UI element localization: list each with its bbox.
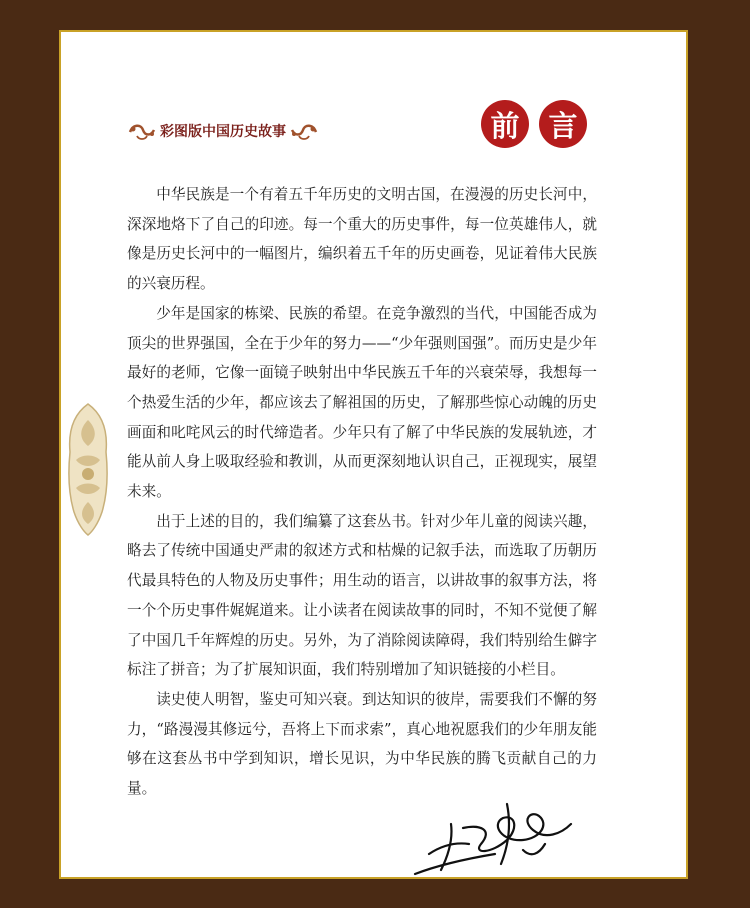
title-char-1: 前 <box>481 100 529 148</box>
page-title <box>481 100 597 148</box>
dragon-ornament-left-icon <box>127 120 157 142</box>
page <box>59 30 688 879</box>
preface-body <box>127 180 597 804</box>
floral-side-ornament-icon <box>66 402 110 537</box>
paragraph-2: 少年是国家的栋梁、民族的希望。在竞争激烈的当代，中国能否成为顶尖的世界强国，全在于少年的努力——“少年强则国强”。而历史是少年最好的老师，它像一面镜子映射出中华民族五千年的兴衰荣辱，我想每一个热爱生活的少年，都应该去了解祖国的历史，了解那些惊心动魄的历史画面和叱咤风云的时代缔造者。少年只有了解了中华民族的发展轨迹，才能从前人身上吸取经验和教训，从而更深刻地认识自己，正视现实，展望未来。 <box>127 304 597 501</box>
signature-icon <box>411 784 601 876</box>
paragraph-3: 出于上述的目的，我们编纂了这套丛书。针对少年儿童的阅读兴趣，略去了传统中国通史严肃的叙述方式和枯燥的记叙手法，而选取了历朝历代最具特色的人物及历史事件；用生动的语言，以讲故事的叙事方法，将一个个历史事件娓娓道来。让小读者在阅读故事的同时，不知不觉便了解了中国几千年辉煌的历史。另外，为了消除阅读障碍，我们特别给生僻字标注了拼音；为了扩展知识面，我们特别增加了知识链接的小栏目。 <box>127 512 597 679</box>
dragon-ornament-right-icon <box>289 120 319 142</box>
title-char-2: 言 <box>539 100 587 148</box>
series-header <box>127 120 319 142</box>
series-title: 彩图版中国历史故事 <box>160 124 286 140</box>
paragraph-4: 读史使人明智，鉴史可知兴衰。到达知识的彼岸，需要我们不懈的努力，“路漫漫其修远兮，吾将上下而求索”，真心地祝愿我们的少年朋友能够在这套丛书中学到知识，增长见识，为中华民族的腾飞贡献自己的力量。 <box>127 690 597 798</box>
paragraph-1: 中华民族是一个有着五千年历史的文明古国，在漫漫的历史长河中，深深地烙下了自己的印迹。每一个重大的历史事件，每一位英雄伟人，就像是历史长河中的一幅图片，编织着五千年的历史画卷，见证着伟大民族的兴衰历程。 <box>127 186 597 293</box>
